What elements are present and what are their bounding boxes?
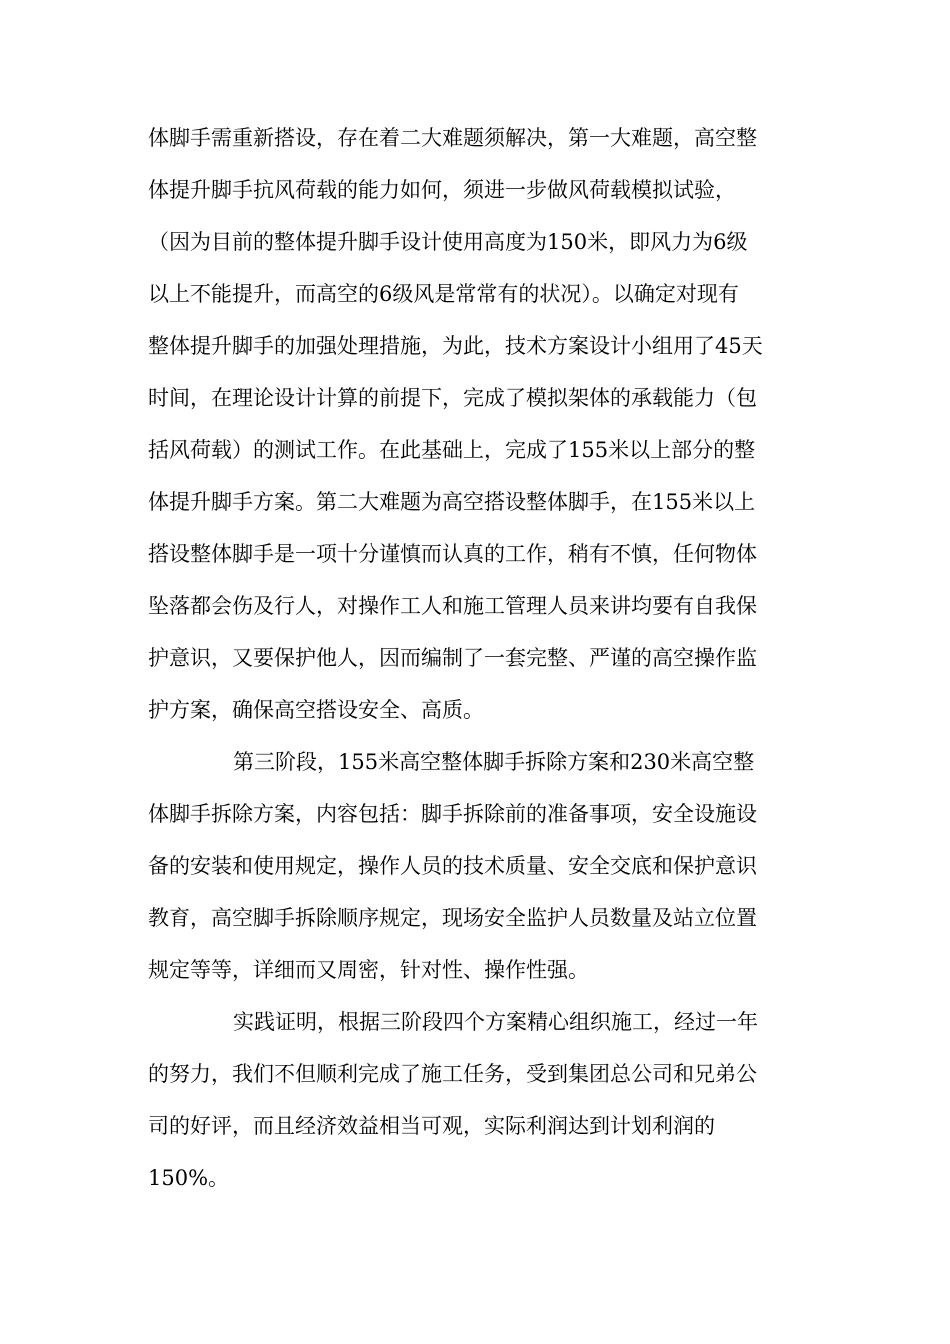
paragraph-line: 体脚手拆除方案，内容包括：脚手拆除前的准备事项，安全设施设 [148,802,757,826]
paragraph-line: 体脚手需重新搭设，存在着二大难题须解决，第一大难题，高空整 [148,126,757,150]
paragraph-line: 150%。 [148,1166,230,1190]
paragraph-line: 坠落都会伤及行人，对操作工人和施工管理人员来讲均要有自我保 [148,594,757,618]
paragraph-line: 护方案，确保高空搭设安全、高质。 [148,698,484,722]
paragraph-line: 以上不能提升，而高空的6级风是常常有的状况）。以确定对现有 [148,282,739,306]
paragraph-line: （因为目前的整体提升脚手设计使用高度为150米，即风力为6级 [148,230,748,254]
paragraph-line: 备的安装和使用规定，操作人员的技术质量、安全交底和保护意识 [148,854,757,878]
paragraph-line: 实践证明，根据三阶段四个方案精心组织施工，经过一年 [233,1010,758,1034]
paragraph-line: 搭设整体脚手是一项十分谨慎而认真的工作，稍有不慎，任何物体 [148,542,757,566]
paragraph-line: 教育，高空脚手拆除顺序规定，现场安全监护人员数量及站立位置 [148,906,757,930]
paragraph-line: 时间，在理论设计计算的前提下，完成了模拟架体的承载能力（包 [148,386,757,410]
paragraph-line: 体提升脚手方案。第二大难题为高空搭设整体脚手，在155米以上 [148,490,756,514]
paragraph-line: 规定等等，详细而又周密，针对性、操作性强。 [148,958,589,982]
paragraph-line: 第三阶段，155米高空整体脚手拆除方案和230米高空整 [233,750,755,774]
paragraph-line: 括风荷载）的测试工作。在此基础上，完成了155米以上部分的整 [148,438,756,462]
paragraph-line: 司的好评，而且经济效益相当可观，实际利润达到计划利润的 [148,1114,715,1138]
paragraph-line: 整体提升脚手的加强处理措施，为此，技术方案设计小组用了45天 [148,334,763,358]
paragraph-line: 体提升脚手抗风荷载的能力如何，须进一步做风荷载模拟试验， [148,178,736,202]
paragraph-line: 的努力，我们不但顺利完成了施工任务，受到集团总公司和兄弟公 [148,1062,757,1086]
paragraph-line: 护意识，又要保护他人，因而编制了一套完整、严谨的高空操作监 [148,646,757,670]
